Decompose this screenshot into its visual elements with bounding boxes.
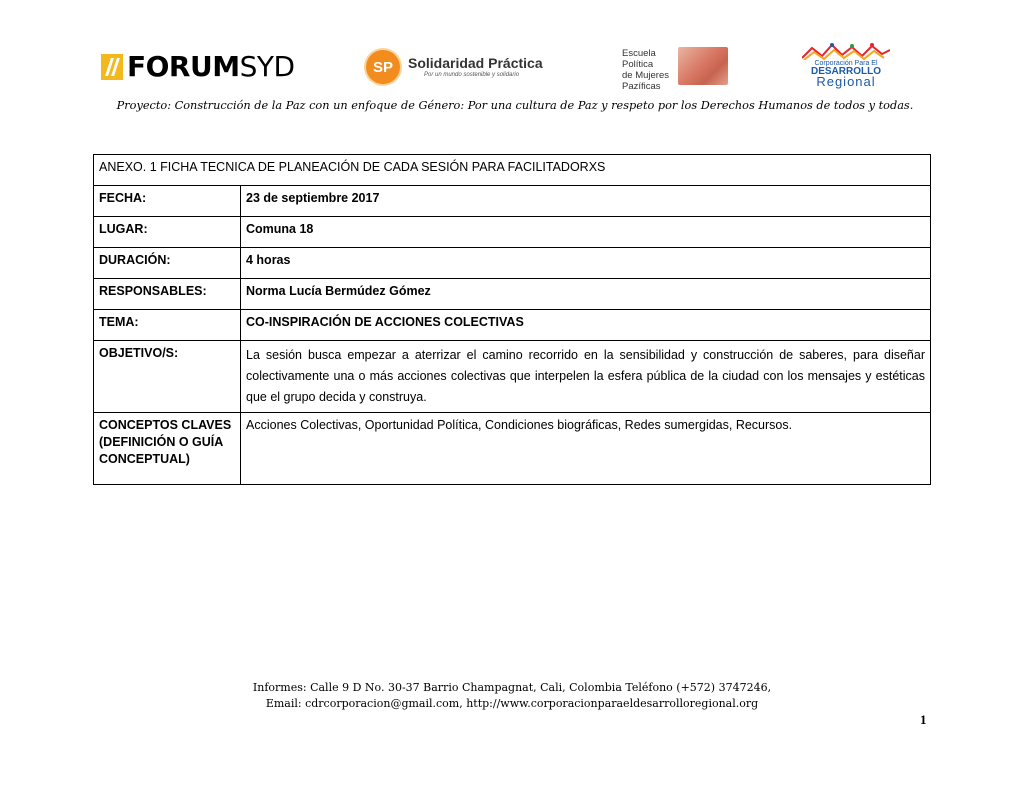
row-label-fecha: FECHA: bbox=[94, 186, 241, 217]
table-title: ANEXO. 1 FICHA TECNICA DE PLANEACIÓN DE CADA SESIÓN PARA FACILITADORXS bbox=[94, 155, 931, 186]
row-label-objetivos: OBJETIVO/S: bbox=[94, 341, 241, 413]
cdr-logo-line1: Corporación Para El bbox=[814, 60, 878, 67]
row-label-duracion: DURACIÓN: bbox=[94, 248, 241, 279]
forumsyd-mark-icon bbox=[101, 54, 123, 80]
row-value-responsables: Norma Lucía Bermúdez Gómez bbox=[241, 279, 931, 310]
escuela-logo-line: Escuela Política bbox=[622, 48, 656, 70]
session-planning-table bbox=[93, 154, 931, 485]
sp-logo-name: Solidaridad Práctica bbox=[408, 54, 543, 71]
mountain-peaks-icon bbox=[802, 42, 890, 60]
project-title: Proyecto: Construcción de la Paz con un enfoque de Género: Por una cultura de Paz y respeto por los Derechos Humanos de todos y todas. bbox=[116, 99, 914, 112]
sp-badge-icon: SP bbox=[366, 50, 400, 84]
footer-line-email: Email: cdrcorporacion@gmail.com, http://www.corporacionparaeldesarrolloregional.org bbox=[265, 697, 759, 710]
row-label-responsables: RESPONSABLES: bbox=[94, 279, 241, 310]
forumsyd-logo bbox=[101, 50, 295, 84]
table-row bbox=[94, 279, 931, 310]
row-value-tema: CO-INSPIRACIÓN DE ACCIONES COLECTIVAS bbox=[241, 310, 931, 341]
page-number: 1 bbox=[920, 712, 927, 727]
sp-logo-tagline: Por un mundo sostenible y solidario bbox=[424, 71, 520, 78]
escuela-logo-line: Pazíficas bbox=[622, 81, 661, 92]
table-row bbox=[94, 413, 931, 485]
table-title-row bbox=[94, 155, 931, 186]
hands-image-icon bbox=[678, 47, 728, 85]
row-value-conceptos: Acciones Colectivas, Oportunidad Política, Condiciones biográficas, Redes sumergidas, Recursos. bbox=[241, 413, 931, 485]
table-row bbox=[94, 248, 931, 279]
table-row bbox=[94, 186, 931, 217]
forumsyd-logo-bold: FORUM bbox=[127, 50, 240, 83]
forumsyd-logo-light: SYD bbox=[239, 50, 295, 83]
row-label-lugar: LUGAR: bbox=[94, 217, 241, 248]
table-row bbox=[94, 310, 931, 341]
cdr-logo-line3: Regional bbox=[816, 74, 876, 89]
row-value-duracion: 4 horas bbox=[241, 248, 931, 279]
table-row bbox=[94, 217, 931, 248]
cdr-logo bbox=[798, 42, 894, 88]
solidaridad-practica-logo bbox=[366, 47, 543, 87]
escuela-logo-line: de Mujeres bbox=[622, 70, 669, 81]
table-row bbox=[94, 341, 931, 413]
row-label-conceptos: CONCEPTOS CLAVES (DEFINICIÓN O GUÍA CONCEPTUAL) bbox=[94, 413, 241, 485]
row-value-fecha: 23 de septiembre 2017 bbox=[241, 186, 931, 217]
escuela-politica-logo bbox=[622, 47, 728, 92]
cdr-logo-line2: DESARROLLO bbox=[811, 66, 881, 77]
row-value-lugar: Comuna 18 bbox=[241, 217, 931, 248]
row-value-objetivos: La sesión busca empezar a aterrizar el camino recorrido en la sensibilidad y construcción de saberes, para diseñar colectivamente una o más acciones colectivas que interpelen la esfera pública de la ciudad con los mensajes y estéticas que el grupo decida y construya. bbox=[241, 341, 931, 413]
row-label-tema: TEMA: bbox=[94, 310, 241, 341]
footer-line-address: Informes: Calle 9 D No. 30-37 Barrio Champagnat, Cali, Colombia Teléfono (+572) 3747246, bbox=[252, 681, 772, 694]
footer-contact bbox=[160, 680, 864, 712]
